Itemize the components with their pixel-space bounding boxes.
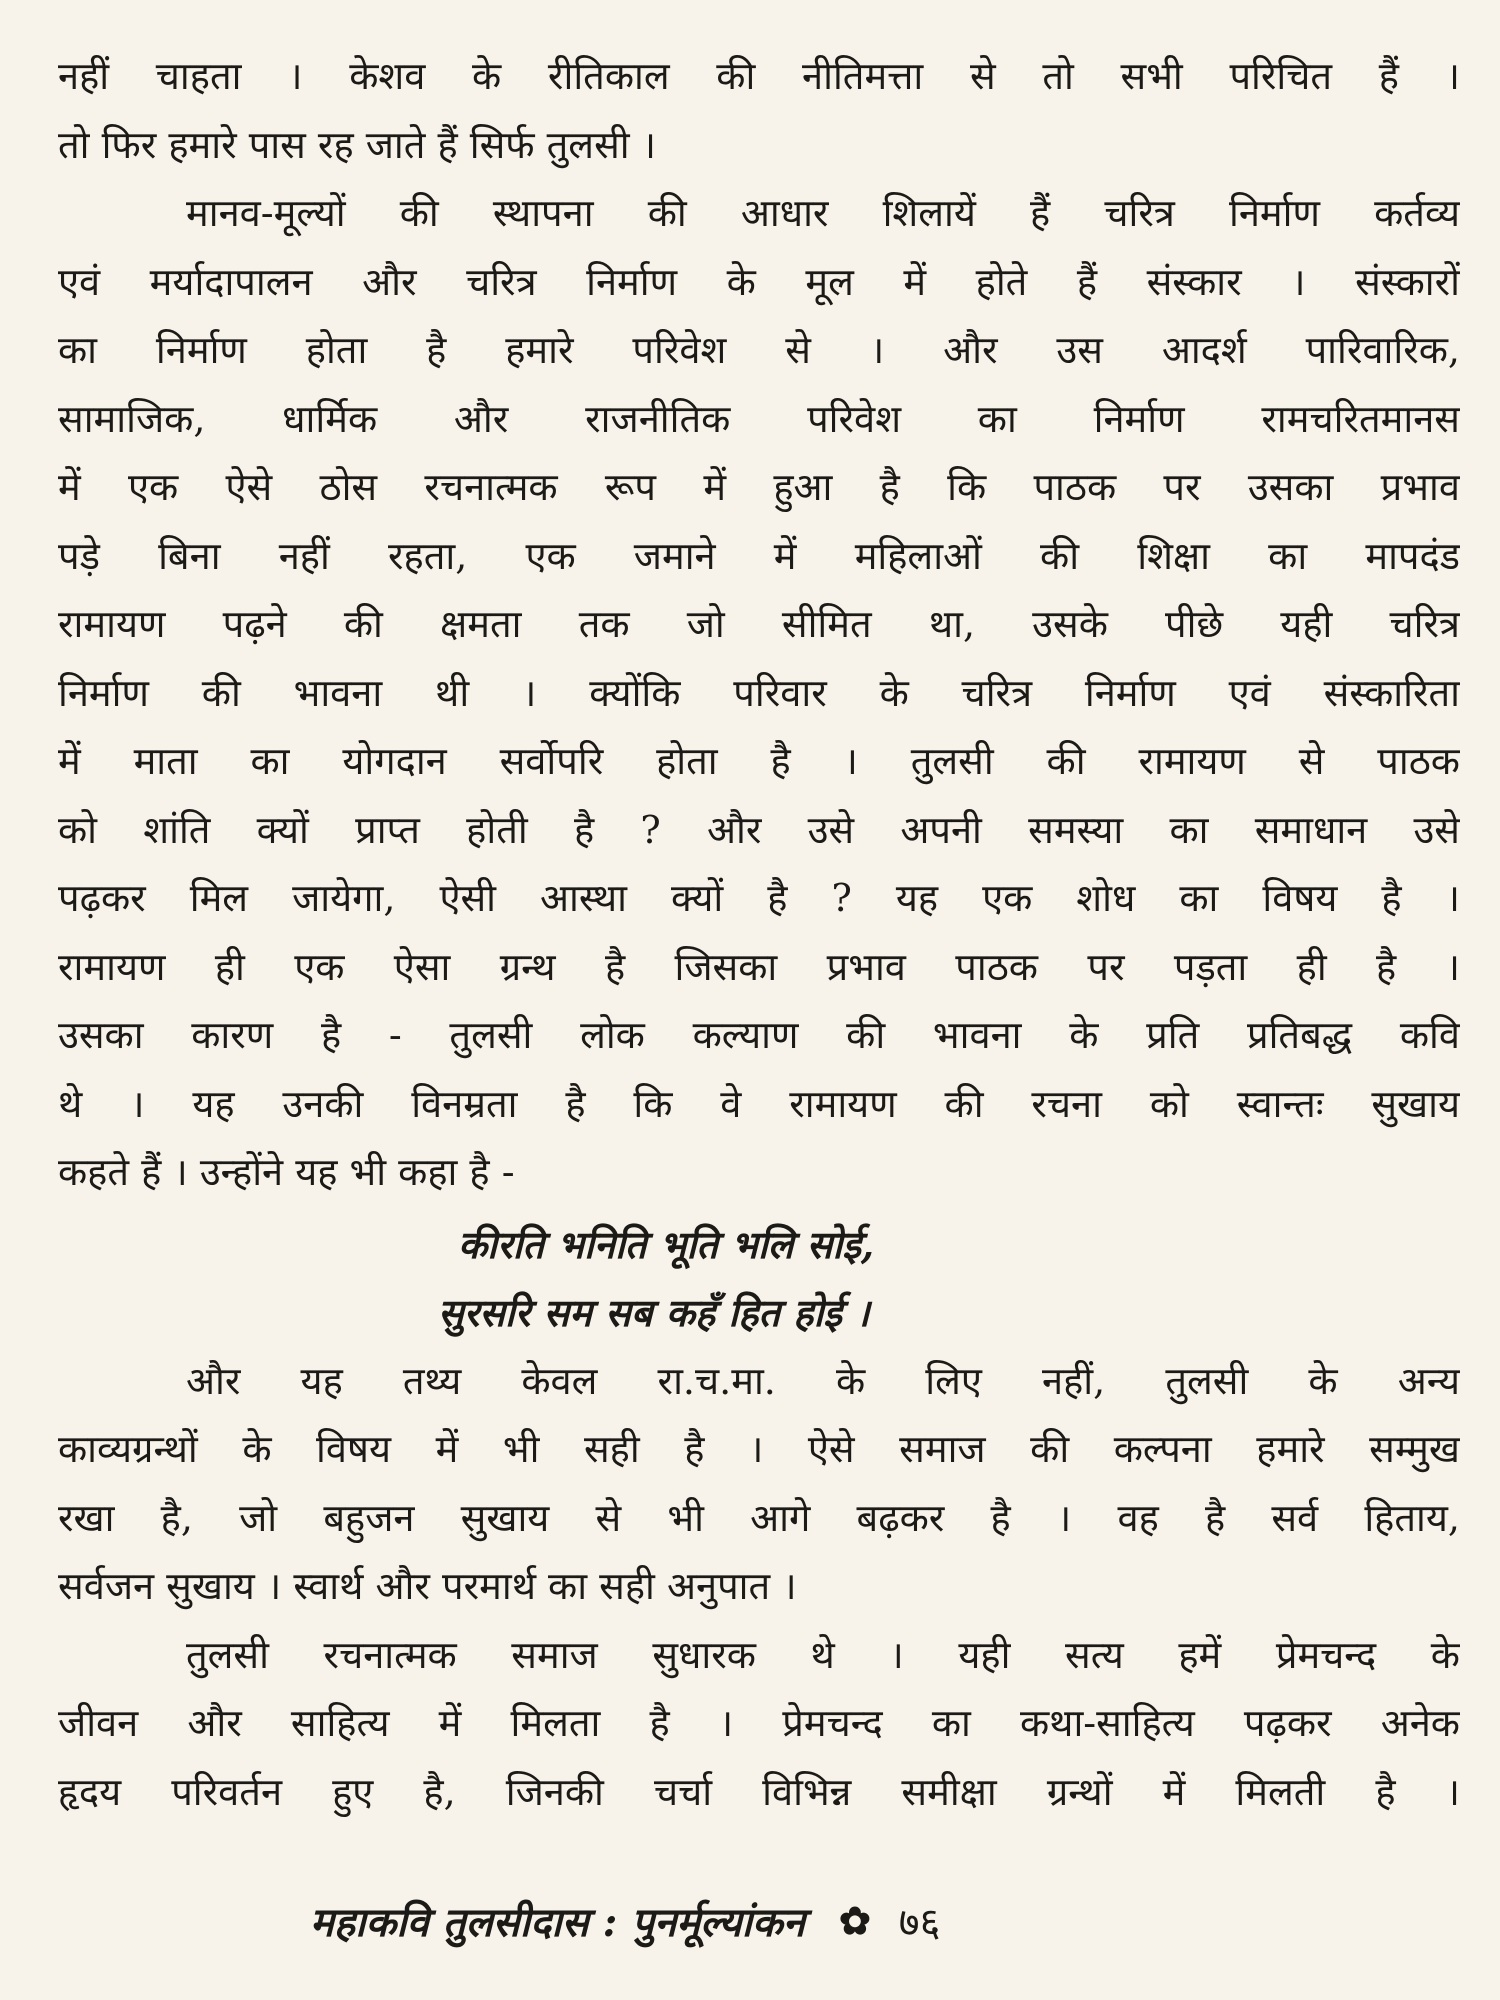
verse-line: कीरति भनिति भूति भलि सोई,	[458, 1221, 875, 1267]
text-line: तो फिर हमारे पास रह जाते हैं सिर्फ तुलसी ।	[58, 122, 657, 167]
verse-quote	[58, 1211, 1460, 1347]
text-line: एवं मर्यादापालन और चरित्र निर्माण के मूल में होते हैं संस्कार । संस्कारों	[58, 259, 1460, 304]
text-line: हृदय परिवर्तन हुए है, जिनकी चर्चा विभिन्न समीक्षा ग्रन्थों में मिलती है ।	[58, 1769, 1460, 1814]
text-line: नहीं चाहता । केशव के रीतिकाल की नीतिमत्ता से तो सभी परिचित हैं ।	[58, 54, 1460, 98]
text-line: कहते हैं । उन्होंने यह भी कहा है -	[58, 1150, 515, 1194]
text-line: में माता का योगदान सर्वोपरि होता है । तुलसी की रामायण से पाठक	[58, 739, 1460, 783]
text-line: मानव-मूल्यों की स्थापना की आधार शिलायें हैं चरित्र निर्माण कर्तव्य	[186, 191, 1460, 235]
flower-icon: ✿	[838, 1898, 871, 1943]
page-number: ७६	[898, 1900, 941, 1946]
text-line: रामायण पढ़ने की क्षमता तक जो सीमित था, उसके पीछे यही चरित्र	[58, 602, 1460, 646]
book-title: महाकवि तुलसीदास : पुनर्मूल्यांकन	[310, 1899, 805, 1946]
text-line: का निर्माण होता है हमारे परिवेश से । और उस आदर्श पारिवारिक,	[58, 328, 1460, 372]
text-line: को शांति क्यों प्राप्त होती है ? और उसे अपनी समस्या का समाधान उसे	[58, 807, 1460, 852]
text-line: काव्यग्रन्थों के विषय में भी सही है । ऐसे समाज की कल्पना हमारे सम्मुख	[58, 1427, 1460, 1471]
text-line: और यह तथ्य केवल रा.च.मा. के लिए नहीं, तुलसी के अन्य	[186, 1358, 1460, 1403]
text-line: थे । यह उनकी विनम्रता है कि वे रामायण की रचना को स्वान्तः सुखाय	[58, 1081, 1460, 1126]
verse-line: सुरसरि सम सब कहँ हित होई ।	[438, 1289, 870, 1335]
text-line: तुलसी रचनात्मक समाज सुधारक थे । यही सत्य हमें प्रेमचन्द के	[186, 1632, 1460, 1677]
text-line: सामाजिक, धार्मिक और राजनीतिक परिवेश का निर्माण रामचरितमानस	[58, 396, 1460, 441]
text-line: निर्माण की भावना थी । क्योंकि परिवार के चरित्र निर्माण एवं संस्कारिता	[58, 670, 1460, 715]
text-line: पड़े बिना नहीं रहता, एक जमाने में महिलाओं की शिक्षा का मापदंड	[58, 533, 1460, 578]
text-line: रामायण ही एक ऐसा ग्रन्थ है जिसका प्रभाव पाठक पर पड़ता ही है ।	[58, 944, 1460, 989]
text-line: रखा है, जो बहुजन सुखाय से भी आगे बढ़कर है । वह है सर्व हिताय,	[58, 1495, 1460, 1540]
body-text	[58, 1347, 1460, 1827]
body-text	[58, 42, 1460, 1207]
text-line: जीवन और साहित्य में मिलता है । प्रेमचन्द का कथा-साहित्य पढ़कर अनेक	[58, 1701, 1460, 1745]
text-line: पढ़कर मिल जायेगा, ऐसी आस्था क्यों है ? यह एक शोध का विषय है ।	[58, 876, 1460, 920]
text-line: उसका कारण है - तुलसी लोक कल्याण की भावना के प्रति प्रतिबद्ध कवि	[58, 1013, 1460, 1057]
text-line: सर्वजन सुखाय । स्वार्थ और परमार्थ का सही अनुपात ।	[58, 1564, 797, 1608]
page-footer	[310, 1893, 940, 1948]
text-line: में एक ऐसे ठोस रचनात्मक रूप में हुआ है कि पाठक पर उसका प्रभाव	[58, 465, 1460, 509]
